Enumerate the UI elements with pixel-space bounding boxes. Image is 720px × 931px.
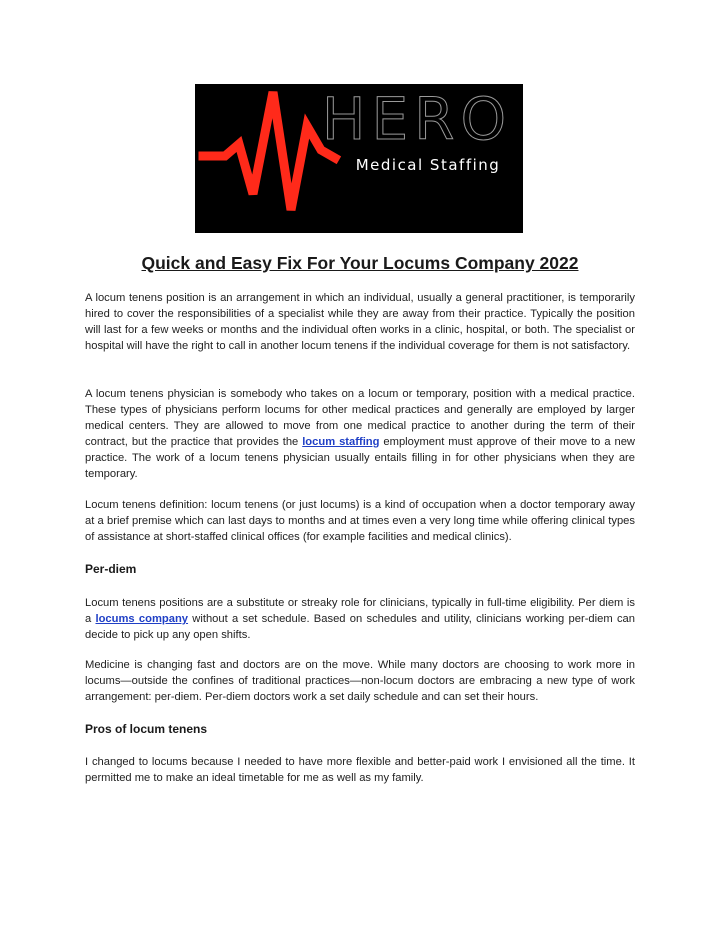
paragraph-pros: I changed to locums because I needed to have more flexible and better-paid work I envisioned all the time. It permitted me to make an ideal timetable for me as well as my family. bbox=[85, 756, 635, 784]
section-heading-pros-of-locum-tenens: Pros of locum tenens bbox=[85, 722, 208, 736]
paragraph-text: A locum tenens physician is somebody who takes on a locum or temporary, position with a medical practice. These types of physicians perform locums for other medical practices and generally are employed by larger medical centers. They are allowed to move from one medical practice to another during the term of their contract, but the practice that provides the bbox=[85, 388, 635, 448]
paragraph-text: employment must approve of their move to a new practice. The work of a locum tenens physician usually entails filling in for other physicians when they are temporary. bbox=[85, 436, 636, 480]
paragraph-locum-tenens-physician bbox=[85, 386, 635, 482]
locum-staffing-link[interactable]: locum staffing bbox=[302, 436, 380, 448]
paragraph-text: Locum tenens positions are a substitute or streaky role for clinicians, typically in full-time eligibility. Per diem is a bbox=[85, 597, 635, 625]
logo-brand-text: HERO bbox=[321, 85, 513, 153]
hero-medical-staffing-logo bbox=[195, 84, 523, 233]
section-heading-per-diem: Per-diem bbox=[85, 562, 137, 576]
heartbeat-line-icon bbox=[203, 92, 335, 210]
logo-tagline-text: Medical Staffing bbox=[355, 156, 501, 174]
paragraph-text: without a set schedule. Based on schedules and utility, clinicians working per-diem can decide to pick up any open shifts. bbox=[85, 613, 635, 641]
locums-company-link[interactable]: locums company bbox=[95, 613, 189, 625]
paragraph-medicine-changing: Medicine is changing fast and doctors are on the move. While many doctors are choosing to work more in locums—outside the confines of traditional practices—non-locum doctors are embracing a new type of work arrangement: per-diem. Per-diem doctors work a set daily schedule and can set their hours. bbox=[85, 659, 635, 703]
page-title: Quick and Easy Fix For Your Locums Company 2022 bbox=[141, 253, 579, 273]
paragraph-locum-tenens-position: A locum tenens position is an arrangement in which an individual, usually a general practitioner, is temporarily hired to cover the responsibilities of a specialist while they are away from their practice. Typically the position will last for a few weeks or months and the individual often works in a clinic, hospital, or both. The specialist or hospital will have the right to call in another locum tenens if the individual coverage for them is not satisfactory. bbox=[85, 292, 635, 352]
paragraph-per-diem bbox=[85, 595, 635, 643]
paragraph-locum-tenens-definition: Locum tenens definition: locum tenens (or just locums) is a kind of occupation when a doctor temporary away at a brief premise which can last days to months and at times even a very long time while offering clinical types of assistance at short-staffed clinical offices (for example facilities and medical clinics). bbox=[85, 499, 635, 543]
